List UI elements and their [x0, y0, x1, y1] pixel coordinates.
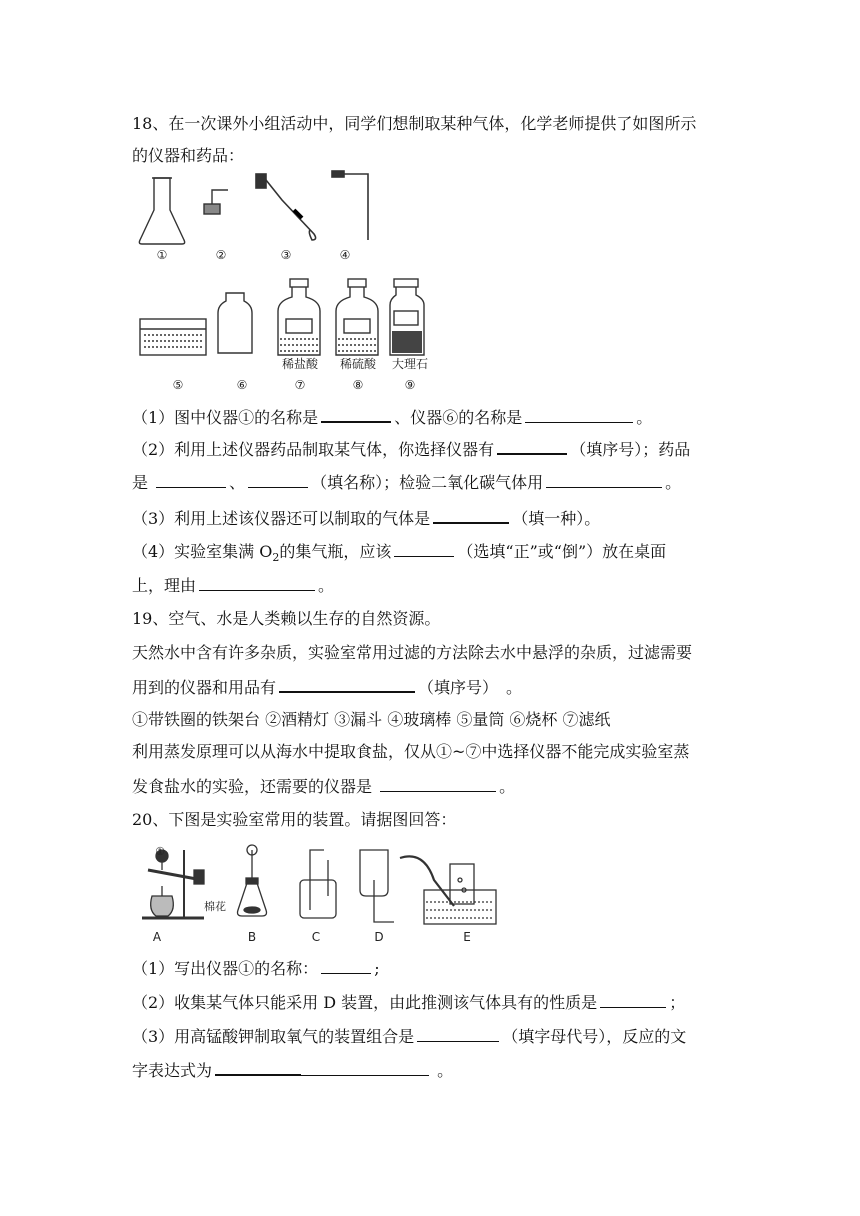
q18-part-3: （3）利用上述该仪器还可以制取的气体是 （填一种）。: [132, 506, 600, 530]
figure-label-b: B: [247, 930, 257, 944]
q20-title: 20、下图是实验室常用的装置。请据图回答：: [132, 810, 457, 829]
q20-part-2: （2）收集某气体只能采用 D 装置，由此推测该气体具有的性质是 ；: [132, 993, 686, 1012]
q18-part-1: （1）图中仪器①的名称是 、仪器⑥的名称是 。: [132, 405, 652, 429]
answer-blank[interactable]: [321, 957, 371, 974]
q18-intro-line-1: 18、在一次课外小组活动中，同学们想制取某种气体，化学老师提供了如图所示: [132, 114, 697, 133]
figure-label-a: A: [152, 930, 162, 944]
label-5: ⑤: [172, 378, 184, 392]
q20-part-3-line-1: （3）用高锰酸钾制取氧气的装置组合是 （填字母代号），反应的文: [132, 1027, 687, 1046]
reagent-label-h2so4: 稀硫酸: [339, 357, 376, 371]
reagent-bottle-h2so4-icon: [336, 279, 378, 355]
label-4: ④: [339, 248, 351, 262]
q18-part-2-line-1: （2）利用上述仪器药品制取某气体，你选择仪器有 （填序号）；药品: [132, 437, 690, 461]
figure-label-e: E: [463, 930, 471, 944]
answer-blank[interactable]: [497, 437, 567, 455]
q19-line-5: 发食盐水的实验，还需要的仪器是 。: [132, 777, 516, 796]
flask-funnel-apparatus-icon: [238, 845, 267, 916]
q18-part-4-line-1: （4）实验室集满 $O_2$的集气瓶，应该 （选填“正”或“倒”）放在桌面: [132, 542, 667, 565]
label-7: ⑦: [294, 378, 306, 392]
answer-blank[interactable]: [394, 540, 454, 557]
q20-part-1: （1）写出仪器①的名称： ;: [132, 959, 380, 978]
label-6: ⑥: [236, 378, 248, 392]
label-2: ②: [215, 248, 227, 262]
q18-part-4-line-2: 上，理由 。: [132, 576, 335, 595]
figure-mark-1: ①: [155, 845, 165, 858]
answer-blank[interactable]: [321, 405, 391, 423]
q18-part-2-line-2: 是 、 （填名称）；检验二氧化碳气体用 。: [132, 473, 682, 492]
water-collection-icon: [400, 856, 496, 924]
downward-collection-icon: [360, 850, 394, 922]
conical-flask-icon: [139, 178, 184, 244]
q19-line-2: 用到的仪器和用品有 （填序号） 。: [132, 675, 522, 699]
q18-intro-line-2: 的仪器和药品：: [132, 146, 245, 165]
label-8: ⑧: [352, 378, 364, 392]
reagent-label-hcl: 稀盐酸: [281, 357, 318, 371]
q18-apparatus-row-2: [136, 275, 436, 360]
label-1: ①: [156, 248, 168, 262]
gas-jar-icon: [218, 293, 252, 353]
answer-blank[interactable]: [433, 506, 509, 524]
answer-blank[interactable]: [215, 1058, 301, 1076]
figure-label-d: D: [374, 930, 384, 944]
answer-blank[interactable]: [600, 991, 666, 1008]
reagent-label-marble: 大理石: [391, 357, 428, 371]
answer-blank[interactable]: [156, 471, 226, 488]
gas-bottle-apparatus-icon: [300, 850, 336, 918]
right-angle-tube-icon: [332, 171, 368, 240]
water-trough-icon: [140, 319, 206, 355]
answer-blank[interactable]: [380, 775, 496, 792]
stopper-tube-icon: [204, 190, 228, 214]
marble-bottle-icon: [390, 279, 424, 355]
q19-line-4: 利用蒸发原理可以从海水中提取食盐，仅从①~⑦中选择仪器不能完成实验室蒸: [132, 742, 690, 761]
label-3: ③: [280, 248, 292, 262]
q19-options: ①带铁圈的铁架台 ②酒精灯 ③漏斗 ④玻璃棒 ⑤量筒 ⑥烧杯 ⑦滤纸: [132, 710, 611, 729]
q19-line-1: 天然水中含有许多杂质，实验室常用过滤的方法除去水中悬浮的杂质，过滤需要: [132, 643, 693, 662]
figure-label-c: C: [311, 930, 321, 944]
reagent-bottle-hcl-icon: [278, 279, 320, 355]
cotton-label: 棉花: [204, 900, 226, 913]
answer-blank[interactable]: [248, 471, 308, 488]
q19-title: 19、空气、水是人类赖以生存的自然资源。: [132, 609, 441, 628]
answer-blank[interactable]: [301, 1059, 429, 1076]
answer-blank[interactable]: [525, 406, 633, 423]
bent-tube-icon: [256, 174, 316, 240]
label-9: ⑨: [404, 378, 416, 392]
answer-blank[interactable]: [199, 574, 315, 591]
answer-blank[interactable]: [279, 675, 415, 693]
heating-apparatus-icon: [142, 850, 204, 918]
answer-blank[interactable]: [417, 1025, 499, 1042]
answer-blank[interactable]: [546, 471, 662, 488]
q20-part-3-line-2: 字表达式为 。: [132, 1058, 453, 1082]
